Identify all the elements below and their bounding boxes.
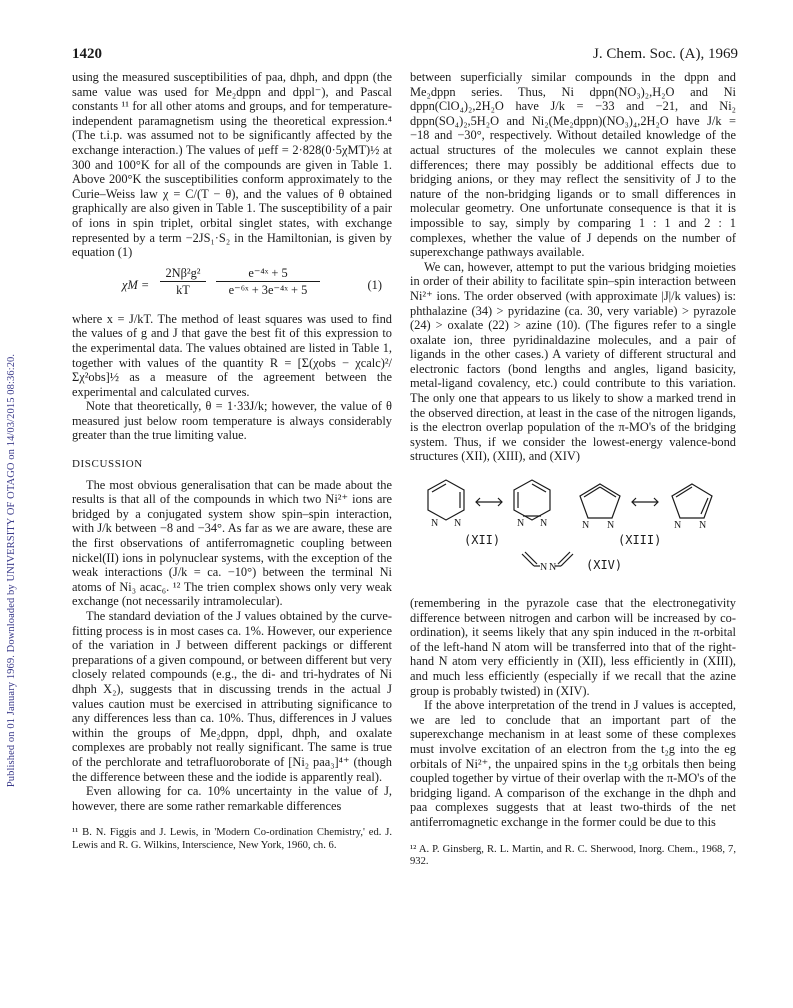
valence-bond-structures bbox=[410, 470, 736, 590]
structure-diagram bbox=[410, 470, 736, 590]
equation-fraction-exponential bbox=[216, 266, 320, 298]
download-watermark bbox=[2, 180, 22, 960]
journal-reference: J. Chem. Soc. (A), 1969 bbox=[593, 46, 738, 62]
atom-label: N bbox=[699, 520, 707, 532]
atom-label: N bbox=[540, 562, 548, 574]
atom-label: N bbox=[582, 520, 590, 532]
structure-label-xiv: (XIV) bbox=[586, 558, 623, 573]
equation-1 bbox=[72, 266, 392, 306]
atom-label: N bbox=[549, 562, 557, 574]
equation-number: (1) bbox=[367, 277, 382, 292]
atom-label: N bbox=[431, 518, 439, 530]
equation-lhs: χM = bbox=[122, 277, 150, 292]
paragraph: We can, however, attempt to put the various bridging moieties in order of their ability to facilitate spin–spin interaction between Ni²⁺ ions. The order observed (with approximate |J|/k values) is: phthalazine (34) > pyridazine (ca. 30, very variable) > pyrazole (24) > oxalate (22) > azine (10). (The figures refer to a single oxalate ion, three pyridinaldazine molecules, and a pair of ligands in the other cases.) A variety of different structural and electronic factors (bond lengths and angles, ligand basicity, metal-ligand covalency, etc.) could contribute to this variation. The only one that appears to us likely to show a marked trend in the observed direction, at least in the case of the nitrogen ligands, is the electron overlap population of the π-MO's of the bridging system. Thus, if we consider the lowest-energy valence-bond structures (XII), (XIII), and (XIV) bbox=[410, 259, 736, 464]
page-number: 1420 bbox=[72, 46, 102, 62]
structure-label-xiii: (XIII) bbox=[618, 533, 662, 548]
atom-label: N bbox=[517, 518, 525, 530]
equation-numerator: 2Nβ²g² bbox=[160, 266, 206, 283]
paragraph: The standard deviation of the J values obtained by the curve-fitting process is in most cases ca. 1%. However, our experience of the variation in J between different packings or different preparations of a given compound, or between different but very closely related compounds (e.g., the di- and tri-hydrates of Ni dhph X₂), suggests that in discussing trends in the actual J values caution must be exercised in attributing significance to any differences less than ca. 10%. Thus, differences in J values within the groups of Me₂dppn, dppl, dhph, and oxalate complexes are probably not really significant. The same is true of the perchlorate and tetrafluoroborate of [Ni₂ paa₃]⁴⁺ (though the difference between these and the iodide is apparently real). bbox=[72, 609, 392, 784]
footnote-11: ¹¹ B. N. Figgis and J. Lewis, in 'Modern Co-ordination Chemistry,' ed. J. Lewis and R. G. Wilkins, Interscience, New York, 1960, ch. 6. bbox=[72, 827, 392, 851]
paragraph: using the measured susceptibilities of paa, dhph, and dppn (the same value was used for Me₂dppn and dppl⁻), and Pascal constants ¹¹ for all other atoms and groups, and for temperature-independent paramagnetism using the theoretical expression.⁴ (The t.i.p. was assumed not to be significantly affected by the exchange interaction.) The values of μeff = 2·828(0·5χMT)½ at 300 and 100°K for all of the compounds are given in Table 1. Above 200°K the susceptibilities conform approximately to the Curie–Weiss law χ = C/(T − θ), and the values of θ obtained graphically are also given in Table 1. The susceptibility of a pair of ions in spin triplet, orbital singlet states, with exchange represented by a term −2JS₁·S₂ in the Hamiltonian, is given by equation (1) bbox=[72, 70, 392, 260]
paragraph: between superficially similar compounds in the dppn and Me₂dppn series. Thus, Ni dppn(NO₃)₂,H₂O and Ni dppn(ClO₄)₂,2H₂O have J/k = −33 and −21, and Ni₂ dppn(SO₄)₂,5H₂O and Ni₂(Me₂dppn)(NO₃)₄,2H₂O have J/k = −18 and −30°, respectively. Without detailed knowledge of the actual structures of the molecules we cannot explain these differences; there may possibly be additional effects due to bridging anions, or they may reflect the sensitivity of J to the nature of the non-bridging ligands or to small differences in molecular geometry. One unfortunate consequence is that it is impossible to say, simply by comparing 1 : 1 and 2 : 1 complexes, whether the value of J depends on the number of superexchange pathways available. bbox=[410, 70, 736, 260]
atom-label: N bbox=[607, 520, 615, 532]
atom-label: N bbox=[674, 520, 682, 532]
paragraph: Even allowing for ca. 10% uncertainty in the value of J, however, there are some rather remarkable differences bbox=[72, 784, 392, 813]
download-watermark-text: Published on 01 January 1969. Downloaded by UNIVERSITY OF OTAGO on 14/03/2015 08:36:20. bbox=[6, 353, 18, 787]
equation-denominator: kT bbox=[176, 283, 190, 298]
paragraph: If the above interpretation of the trend in J values is accepted, we are led to conclude that an important part of the superexchange mechanism in at least some of these complexes must involve excitation of an electron from the t₂g into the eg orbitals of Ni²⁺, the unpaired spins in the t₂g orbitals then being coupled together by virtue of their overlap with the π-MO's of the bridging ligand. A comparison of the exchange in the dhph and paa complexes suggests that at least two-thirds of the net antiferromagnetic exchange in the former could be due to this bbox=[410, 698, 736, 829]
left-column bbox=[72, 70, 392, 853]
equation-numerator: e⁻⁴ˣ + 5 bbox=[216, 266, 320, 283]
atom-label: N bbox=[540, 518, 548, 530]
right-column bbox=[410, 70, 736, 869]
structure-label-xii: (XII) bbox=[464, 533, 501, 548]
equation-fraction-prefactor bbox=[160, 266, 206, 298]
atom-label: N bbox=[454, 518, 462, 530]
paragraph: Note that theoretically, θ = 1·33J/k; however, the value of θ measured just below room temperature is always considerably greater than the true limiting value. bbox=[72, 399, 392, 443]
section-heading-discussion: DISCUSSION bbox=[72, 458, 143, 471]
paragraph: The most obvious generalisation that can be made about the results is that all of the compounds in which two Ni²⁺ ions are bridged by a conjugated system show spin–spin interaction, with J/k between −8 and −34°. As far as we are aware, these are the first observations of antiferromagnetic coupling between nickel(II) ions in polynuclear systems, with the exception of the weak interactions (J/k = ca. −10°) between the terminal Ni atoms of Ni₃ acac₆. ¹² The trien complex shows only very weak exchange (not necessarily intramolecular). bbox=[72, 477, 392, 609]
equation-denominator: e⁻⁶ˣ + 3e⁻⁴ˣ + 5 bbox=[228, 283, 308, 298]
footnote-12: ¹² A. P. Ginsberg, R. L. Martin, and R. C. Sherwood, Inorg. Chem., 1968, 7, 932. bbox=[410, 843, 736, 868]
paragraph: where x = J/kT. The method of least squares was used to find the values of g and J that gave the best fit of this expression to the experimental data. The values obtained are listed in Table 1, together with values of the quantity R = [Σ(χobs − χcalc)²/Σχ²obs]½ as a measure of the agreement between the experimental and calculated curves. bbox=[72, 311, 392, 399]
paragraph: (remembering in the pyrazole case that the electronegativity difference between nitrogen and carbon will be increased by co-ordination), it seems likely that any spin induced in the π-orbital of the left-hand N atom will be transferred into that of the right-hand N atom very efficiently in (XII), less efficiently in (XIII), and much less efficiently (especially if we recall that the azine group is probably twisted) in (XIV). bbox=[410, 596, 736, 698]
